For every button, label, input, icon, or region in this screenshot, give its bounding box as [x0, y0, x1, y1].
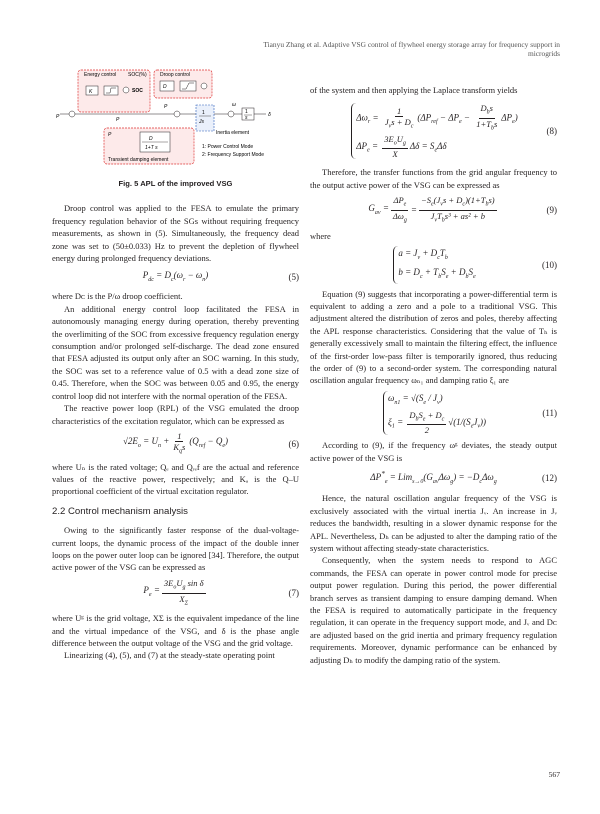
paragraph: Consequently, when the system needs to respond to AGC commands, the FESA can operate in power control mode for precise output power regulation. During this period, the power differential branch serves as transient damping to ensure damping demand. When the FESA is required to automatically participate in the frequency regulation, it can operate in the frequency support mode, and Jᵥ and Dᴄ are adjusted based on the grid inertia and primary frequency regulation requirements. Moreover, dynamic performance can be enhanced by adjusting Dₕ to modify the damping ratio of the system.: [310, 555, 557, 665]
svg-text:D: D: [163, 84, 167, 90]
svg-text:P: P: [116, 117, 120, 123]
right-column: [310, 84, 557, 666]
svg-text:P: P: [164, 104, 168, 110]
paragraph: where Uᵍ is the grid voltage, XΣ is the equivalent impedance of the line and the virtual impedance of the VSG, and δ is the phase angle difference between the output voltage of the VSG and the grid voltage.: [52, 613, 299, 649]
inertia-element-label: Inertia element: [216, 130, 250, 136]
svg-text:D: D: [149, 136, 153, 142]
paragraph: Equation (9) suggests that incorporating a power-differential term is equivalent to adding a zero and a pole to a traditional VSG. This adjustment altered the distribution of zeros and poles, thereby affecting the APL response characteristics. Considering that the value of Tₕ is generally excessively small to maintain the filtering effect, the influence of the first-order low-pass filter is temporarily ignored, thus reducing the order of (9) to a second-order system. The corresponding natural oscillation angular frequency ωₙ₁ and damping ratio ξ₁ are: [310, 288, 557, 386]
equation-9: $G_{av}$ = $\frac{\Delta P_e}{\Delta\omega_g}$ = $\frac{-S_e(J_vs + D_c)(1+T_bs)}{J_vT_bs^3 + as^2 + b}$ (9): [368, 195, 557, 224]
mode2-label: 2: Frequency Support Mode: [202, 152, 264, 158]
equation-10: $a = J_v + D_cT_b$ $b = D_c + T_bS_e + D_bS_e$ (10): [310, 246, 557, 284]
equation-12: $\Delta P^*_e = Lim_{s\to 0}(G_{av}\Delta\omega_g) = -D_c\Delta\omega_g$ (12): [370, 469, 557, 485]
soc-percent-label: SOC(%): [128, 72, 147, 78]
svg-text:P: P: [108, 132, 112, 138]
running-header: Tianyu Zhang et al. Adaptive VSG control of flywheel energy storage array for frequency support in microgrids: [263, 40, 560, 58]
equation-6: $√2E_o = U_n$ + $\frac{1}{K_qs}$ $(Q_{ref} - Q_e)$ (6): [122, 430, 299, 455]
paragraph: Droop control was applied to the FESA to emulate the primary frequency regulation behavior of the SGs without requiring frequency measurements, as shown in (5). Simultaneously, the frequency dead zone was set to (50±0.033) Hz to prevent the depletion of flywheel energy during prolonged frequency deviations.: [52, 203, 299, 264]
section-heading: 2.2 Control mechanism analysis: [52, 505, 188, 517]
left-column: [52, 68, 299, 662]
equation-7: $P_e$ = $\frac{3E_oU_g \sin \delta}{X_\Sigma}$ (7): [143, 577, 299, 607]
paragraph: The reactive power loop (RPL) of the VSG emulated the droop characteristics of the excitation regulator, which can be expressed as: [52, 403, 299, 426]
paragraph: where: [310, 230, 331, 241]
mode1-label: 1: Power Control Mode: [202, 144, 254, 150]
svg-text:ω: ω: [232, 102, 236, 108]
integrator-block: [242, 108, 254, 120]
paragraph: Therefore, the transfer functions from the grid angular frequency to the output active power of the VSG can be expressed as: [310, 167, 557, 190]
figure-5-diagram: [56, 68, 299, 176]
soc-label: SOC: [132, 88, 143, 94]
svg-text:1: 1: [202, 110, 205, 116]
svg-text:P: P: [56, 114, 60, 120]
soc-deadzone-block: [104, 86, 118, 95]
equation-11: $\omega_{n1} = √(S_e / J_v)$ $\xi_1$ = $\frac{D_bS_e + D_c}{2}$ $√(1/(S_eJ_v))$ (11): [310, 391, 557, 435]
svg-text:1+T s: 1+T s: [145, 145, 158, 151]
paragraph: where Uₙ is the rated voltage; Qₑ and Qᵣₑf are the actual and reference values of the reactive power, respectively; and Kₐ is the Q–U proportional coefficient of the virtual excitation regulator.: [52, 461, 299, 497]
droop-control-label: Droop control: [160, 72, 191, 78]
paragraph: Linearizing (4), (5), and (7) at the steady-state operating point: [64, 650, 275, 661]
svg-text:δ: δ: [268, 112, 271, 118]
equation-5: $P_{dc} = D_c(\omega_r - \omega_n)$ (5): [142, 269, 299, 283]
svg-text:K: K: [89, 89, 93, 95]
equation-8: $\Delta\omega_r$ = $\frac{1}{J_vs + D_c}$ ($\Delta P_{ref} - \Delta P_e$ − $\frac{D_bs}{1+T_bs}$ $\Delta P_e$) $\Delta P_e$ = $\frac{3E_oU_g}{X}$ $\Delta\delta = S_e\Delta\delta$ (8): [310, 100, 557, 162]
svg-text:Js: Js: [199, 119, 204, 125]
inertia-element-box: [196, 105, 214, 131]
transient-damping-label: Transient damping element: [108, 157, 169, 163]
page-number: 567: [548, 770, 560, 779]
svg-text:s: s: [245, 115, 248, 121]
paragraph: where Dᴄ is the P/ω droop coefficient.: [52, 291, 183, 302]
paragraph: Hence, the natural oscillation angular frequency of the VSG is exclusively associated with the virtual inertia Jᵥ. An increase in Jᵥ reduces the bandwidth, resulting in a slower dynamic response for the APL. Nevertheless, Dₕ can be adjusted to alter the damping ratio of the system without affecting steady-state characteristics.: [310, 493, 557, 553]
paragraph: According to (9), if the frequency ωᵍ deviates, the steady output active power of the VSG is: [310, 440, 557, 463]
paragraph: of the system and then applying the Laplace transform yields: [310, 85, 518, 95]
paragraph: An additional energy control loop facilitated the FESA in autonomously managing energy during operation, thereby preventing the overlimiting of the SOC from excessive frequency regulation energy consumption and/or prolonged self-discharge. The dead zone ensured that FESA adjusted its output only after an SOC warning. In this study, the SOC was set to a reference value of 0.5 with a dead zone size of 0.45. Therefore, when the SOC was between 0.05 and 0.95, the energy control loop did not interfere with the normal operation of the FESA.: [52, 303, 299, 401]
figure-caption: Fig. 5 APL of the improved VSG: [118, 179, 233, 188]
droop-deadzone-block: [180, 81, 196, 91]
svg-text:1: 1: [245, 109, 248, 115]
energy-control-label: Energy control: [84, 72, 117, 78]
paragraph: Owing to the significantly faster response of the dual-voltage-current loops, the dynamic process of the impact of the double inner loops on the power outer loop can be ignored [34]. Therefore, the output active power of the VSG can be expressed as: [52, 525, 299, 573]
